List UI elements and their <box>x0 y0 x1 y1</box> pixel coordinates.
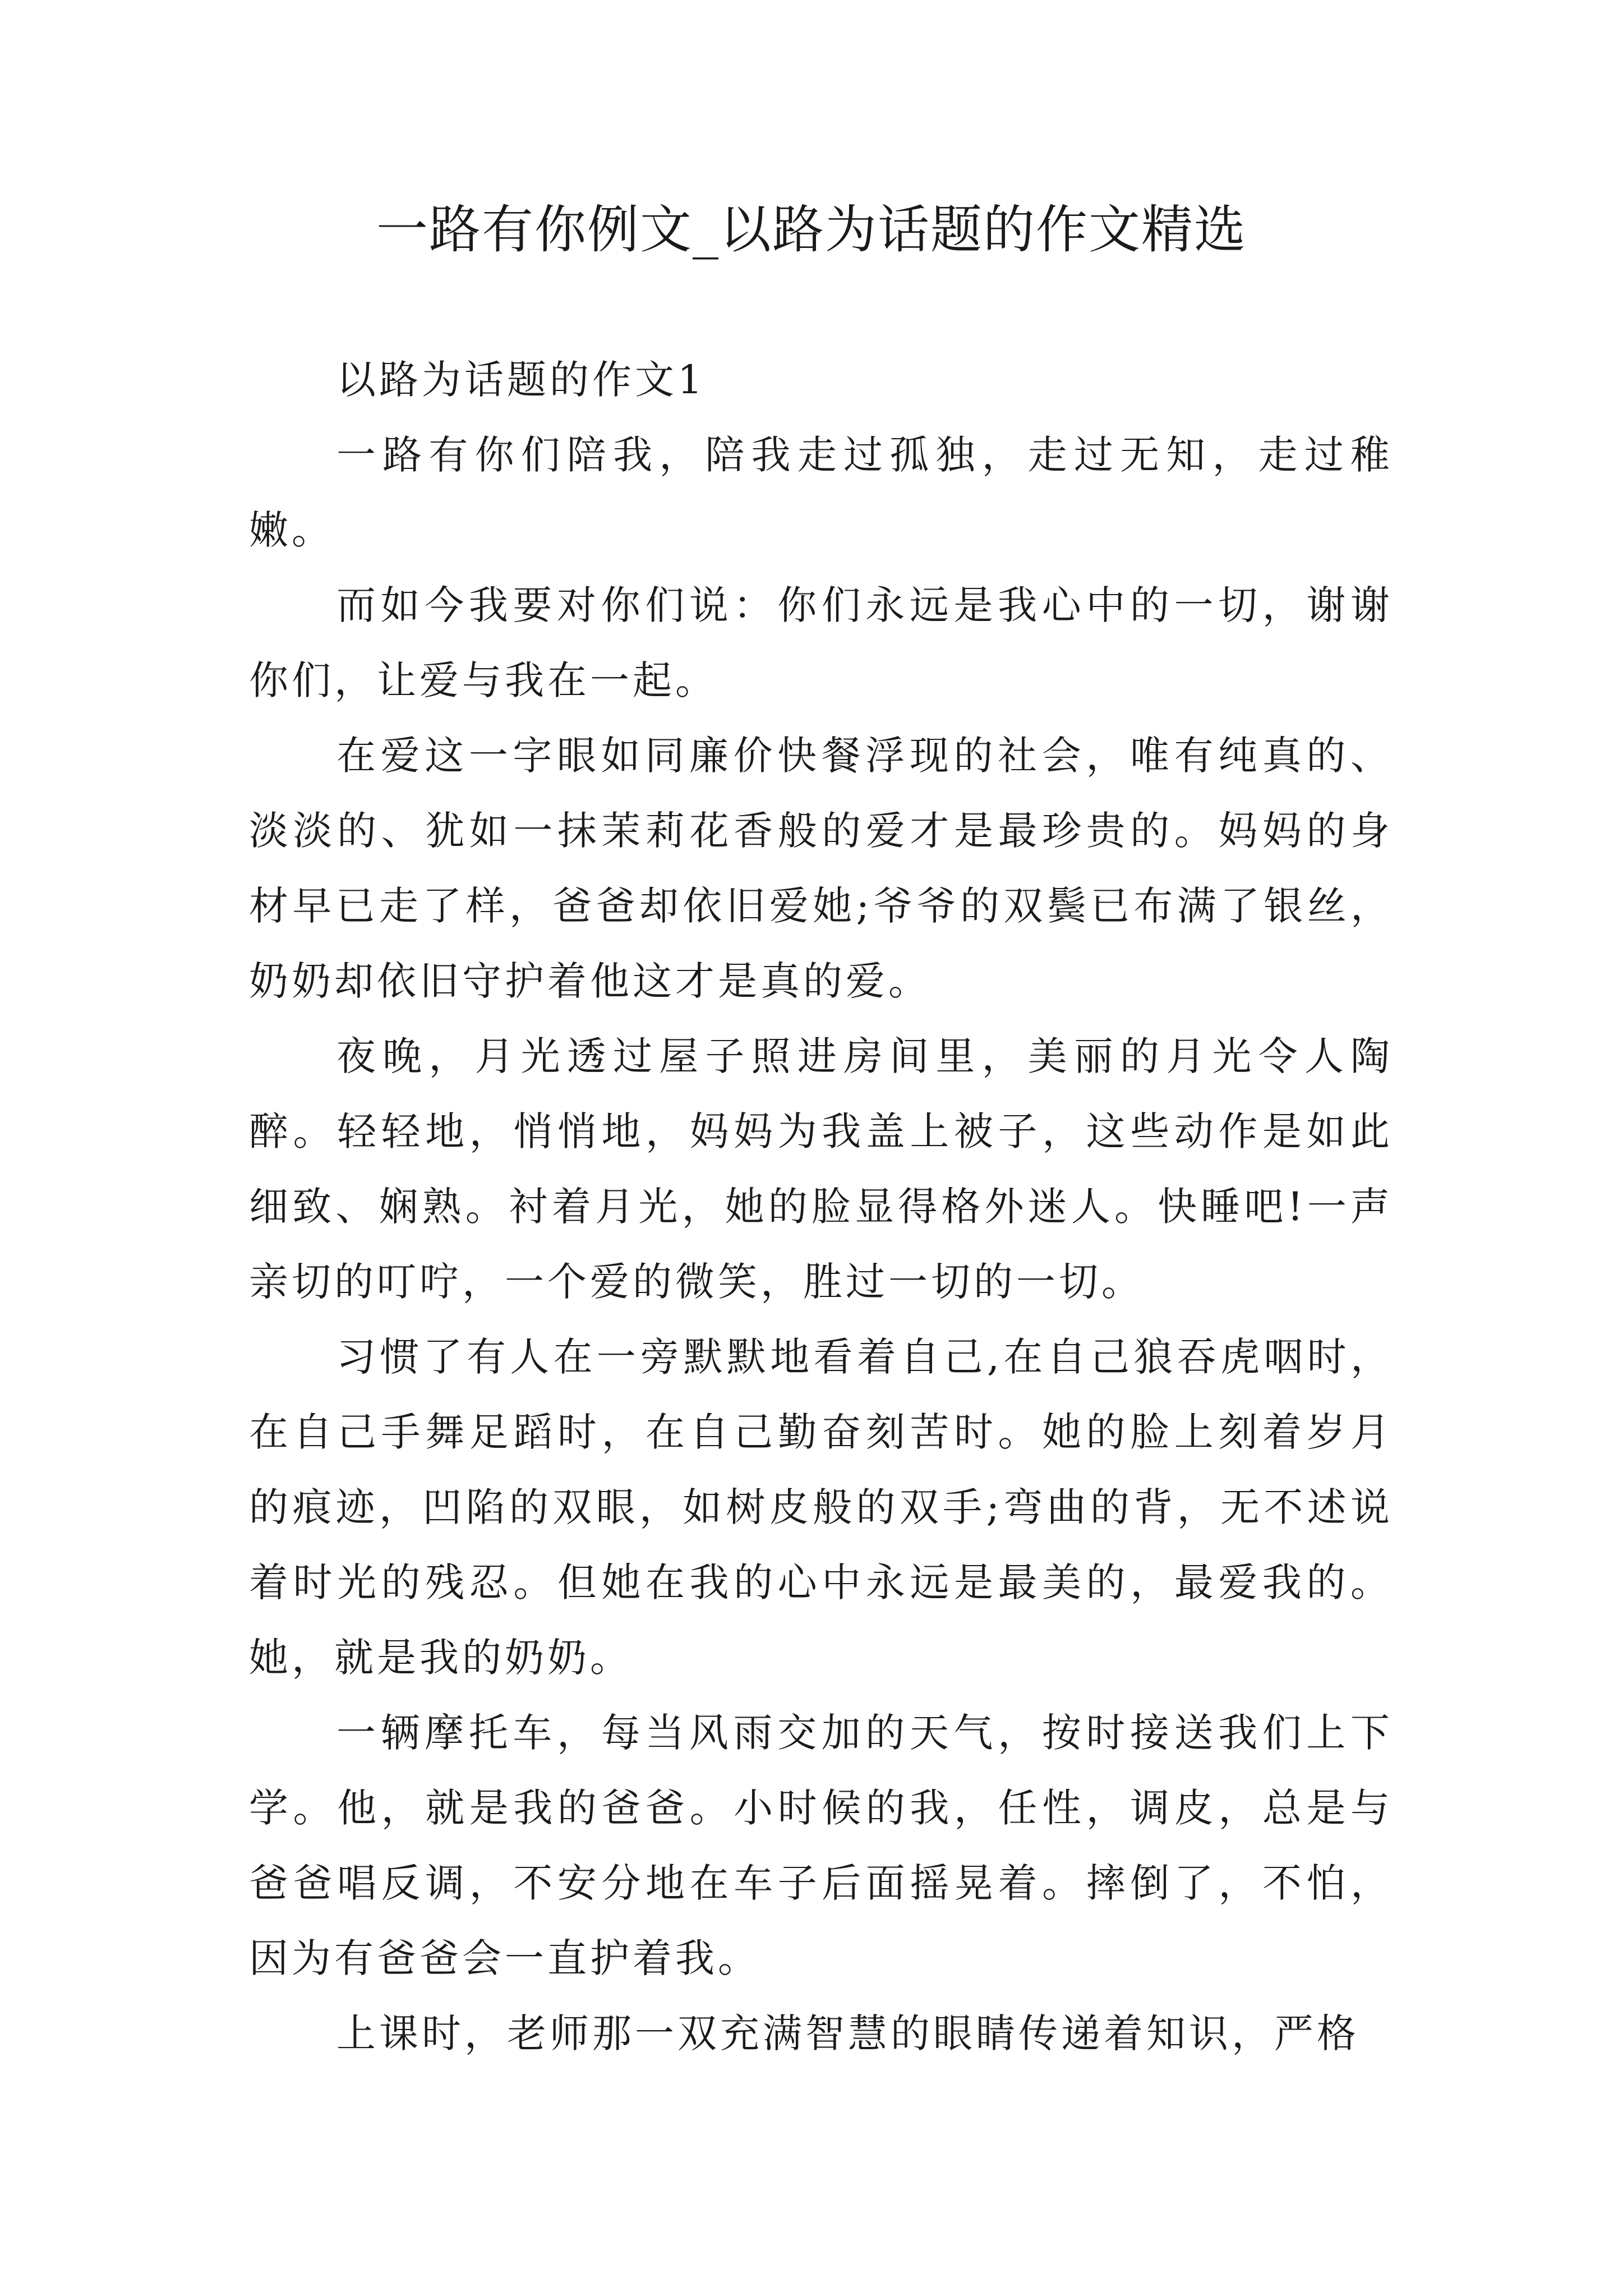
paragraph: 而如今我要对你们说：你们永远是我心中的一切，谢谢你们，让爱与我在一起。 <box>249 582 1393 703</box>
document-body <box>249 342 1393 2071</box>
paragraph: 夜晚，月光透过屋子照进房间里，美丽的月光令人陶醉。轻轻地，悄悄地，妈妈为我盖上被子，这些动作是如此细致、娴熟。衬着月光，她的脸显得格外迷人。快睡吧!一声亲切的叮咛，一个爱的微笑，胜过一切的一切。 <box>249 1033 1393 1305</box>
paragraph: 习惯了有人在一旁默默地看着自己,在自己狼吞虎咽时，在自己手舞足蹈时，在自己勤奋刻苦时。她的脸上刻着岁月的痕迹，凹陷的双眼，如树皮般的双手;弯曲的背，无不述说着时光的残忍。但她在我的心中永远是最美的，最爱我的。她，就是我的奶奶。 <box>249 1334 1393 1681</box>
document-title: 一路有你例文_以路为话题的作文精选 <box>376 200 1247 260</box>
paragraph: 一路有你们陪我，陪我走过孤独，走过无知，走过稚嫩。 <box>249 432 1393 553</box>
paragraph: 一辆摩托车，每当风雨交加的天气，按时接送我们上下学。他，就是我的爸爸。小时候的我，任性，调皮，总是与爸爸唱反调，不安分地在车子后面摇晃着。摔倒了，不怕，因为有爸爸会一直护着我。 <box>249 1710 1393 1981</box>
paragraph: 上课时，老师那一双充满智慧的眼睛传递着知识，严格 <box>336 2010 1359 2056</box>
section-heading: 以路为话题的作文1 <box>336 357 706 403</box>
paragraph: 在爱这一字眼如同廉价快餐浮现的社会，唯有纯真的、淡淡的、犹如一抹茉莉花香般的爱才是最珍贵的。妈妈的身材早已走了样，爸爸却依旧爱她;爷爷的双鬓已布满了银丝，奶奶却依旧守护着他这才是真的爱。 <box>249 733 1393 1004</box>
